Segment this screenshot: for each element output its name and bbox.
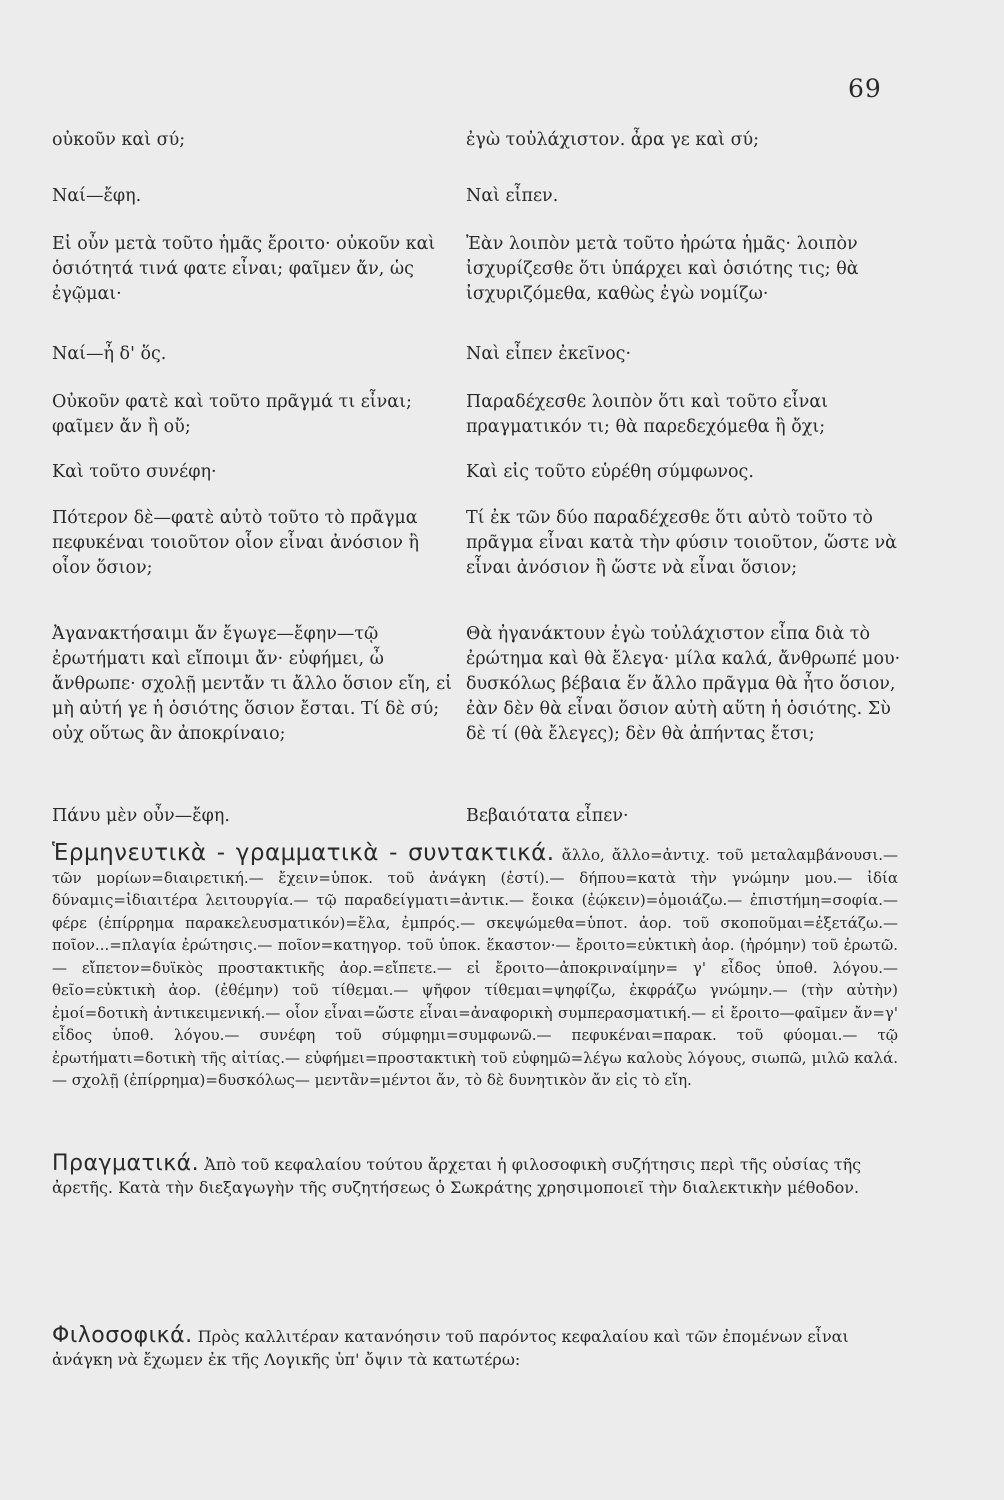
filosofika-title: Φιλοσοφικά. (52, 1323, 193, 1348)
filosofika-text: Πρὸς καλλιτέραν κατανόησιν τοῦ παρόντος κεφαλαίου καὶ τῶν ἐπομένων εἶναι ἀνάγκη νὰ ἔχωμεν ἐκ τῆς Λογικῆς ὑπ' ὄψιν τὰ κατωτέρω: (52, 1327, 849, 1369)
right-para: Βεβαιότατα εἶπεν· (466, 806, 629, 826)
right-para: Καὶ εἰς τοῦτο εὑρέθη σύμφωνος. (466, 462, 754, 482)
page-number: 69 (848, 74, 882, 103)
pragmatika-title: Πραγματικά. (52, 1151, 200, 1176)
grammar-notes (52, 842, 898, 1092)
left-para: Εἰ οὖν μετὰ τοῦτο ἡμᾶς ἔροιτο· οὐκοῦν καὶ ὁσιότητά τινά φατε εἶναι; φαῖμεν ἄν, ὡς ἐγῷμαι· (52, 234, 436, 304)
notes-title: Ἑρμηνευτικὰ - γραμματικὰ - συντακτικά. (52, 840, 555, 866)
right-para: Παραδέχεσθε λοιπὸν ὅτι καὶ τοῦτο εἶναι πραγματικόν τι; θὰ παρεδεχόμεθα ἢ ὄχι; (466, 392, 828, 437)
left-para: οὐκοῦν καὶ σύ; (52, 130, 186, 150)
left-para: Καὶ τοῦτο συνέφη· (52, 462, 217, 482)
filosofika-section (52, 1324, 898, 1371)
right-para: ἐγὼ τοὐλάχιστον. ἆρα γε καὶ σύ; (466, 130, 760, 150)
pragmatika-text: Ἀπὸ τοῦ κεφαλαίου τούτου ἄρχεται ἡ φιλοσοφικὴ συζήτησις περὶ τῆς οὐσίας τῆς ἀρετῆς. Κατὰ τὴν διεξαγωγὴν τῆς συζητήσεως ὁ Σωκράτης χρησιμοποιεῖ τὴν διαλεκτικὴν μέθοδον. (52, 1155, 862, 1197)
right-para: Θὰ ἠγανάκτουν ἐγὼ τοὐλάχιστον εἶπα διὰ τὸ ἐρώτημα καὶ θὰ ἔλεγα· μίλα καλά, ἄνθρωπέ μου· δυσκόλως βέβαια ἕν ἄλλο πρᾶγμα θὰ ἦτο ὅσιον, ἐὰν δὲν θὰ εἶναι ὅσιον αὐτὴ αὕτη ἡ ὁσιότης. Σὺ δὲ τί (θὰ ἔλεγες); δὲν θὰ ἀπήντας ἔτσι; (466, 624, 901, 744)
left-para: Πότερον δὲ—φατὲ αὐτὸ τοῦτο τὸ πρᾶγμα πεφυκέναι τοιοῦτον οἷον εἶναι ἀνόσιον ἢ οἷον ὅσιον; (52, 508, 419, 578)
pragmatika-section (52, 1152, 898, 1199)
notes-text: ἄλλο, ἄλλο=ἀντιχ. τοῦ μεταλαμβάνουσι.— τῶν μορίων=διαιρετική.— ἔχειν=ὑποκ. τοῦ ἀνάγκη (ἐστί).— δήπου=κατὰ τὴν γνώμην μου.— ἰδία δύναμις=ἰδιαιτέρα λειτουργία.— τῷ παραδείγματι=ἀντικ.— ἔοικα (ἐῴκειν)=ὁμοιάζω.— ἐπιστήμη=σοφία.— φέρε (ἐπίρρημα παρακελευσματικόν)=ἔλα, ἐμπρός.— σκεψώμεθα=ὑποτ. ἀορ. τοῦ σκοποῦμαι=ἐξετάζω.— ποῖον...=πλαγία ἐρώτησις.— ποῖον=κατηγορ. τοῦ ὑποκ. ἕκαστον·— ἔροιτο=εὐκτικὴ ἀορ. (ἠρόμην) τοῦ ἐρωτῶ.— εἴπετον=δυϊκὸς προστακτικῆς ἀορ.=εἴπετε.— εἰ ἔροιτο—ἀποκριναίμην= γ' εἶδος ὑποθ. λόγου.— θεῖο=εὐκτικὴ ἀορ. (ἐθέμην) τοῦ τίθεμαι.— ψῆφον τίθεμαι=ψηφίζω, ἐκφράζω γνώμην.— (τὴν αὐτὴν) ἐμοί=δοτικὴ ἀντικειμενική.— οἷον εἶναι=ὥστε εἶναι=ἀναφορικὴ συμπερασματική.— εἰ ἔροιτο—φαῖμεν ἄν=γ' εἶδος ὑποθ. λόγου.— συνέφη τοῦ σύμφημι=συμφωνῶ.— πεφυκέναι=παρακ. τοῦ φύομαι.— τῷ ἐρωτήματι=δοτικὴ τῆς αἰτίας.— εὐφήμει=προστακτικὴ τοῦ εὐφημῶ=λέγω καλοὺς λόγους, σιωπῶ, μιλῶ καλά.— σχολῇ (ἐπίρρημα)=δυσκόλως— μεντἂν=μέντοι ἄν, τὸ δὲ δυνητικὸν ἄν εἰς τὸ εἴη. (52, 846, 898, 1089)
left-para: Ναί—ἦ δ' ὅς. (52, 344, 167, 364)
left-para: Πάνυ μὲν οὖν—ἔφη. (52, 806, 230, 826)
right-para: Ἐὰν λοιπὸν μετὰ τοῦτο ἠρώτα ἡμᾶς· λοιπὸν ἰσχυρίζεσθε ὅτι ὑπάρχει καὶ ὁσιότης τις; θὰ ἰσχυριζόμεθα, καθὼς ἐγὼ νομίζω· (466, 234, 859, 304)
left-para: Ναί—ἔφη. (52, 186, 142, 206)
right-para: Τί ἐκ τῶν δύο παραδέχεσθε ὅτι αὐτὸ τοῦτο τὸ πρᾶγμα εἶναι κατὰ τὴν φύσιν τοιοῦτον, ὥστε νὰ εἶναι ἀνόσιον ἢ ὥστε νὰ εἶναι ὅσιον; (466, 508, 897, 578)
right-para: Ναὶ εἶπεν ἐκεῖνος· (466, 344, 632, 364)
left-para: Ἀγανακτήσαιμι ἄν ἔγωγε—ἔφην—τῷ ἐρωτήματι καὶ εἴποιμι ἄν· εὐφήμει, ὦ ἄνθρωπε· σχολῇ μεντἄν τι ἄλλο ὅσιον εἴη, εἰ μὴ αὐτή γε ἡ ὁσιότης ὅσιον ἔσται. Τί δὲ σύ; οὐχ οὕτως ἂν ἀποκρίναιο; (52, 624, 452, 744)
left-para: Οὐκοῦν φατὲ καὶ τοῦτο πρᾶγμά τι εἶναι; φαῖμεν ἄν ἢ οὔ; (52, 392, 412, 437)
right-para: Ναὶ εἶπεν. (466, 186, 559, 206)
